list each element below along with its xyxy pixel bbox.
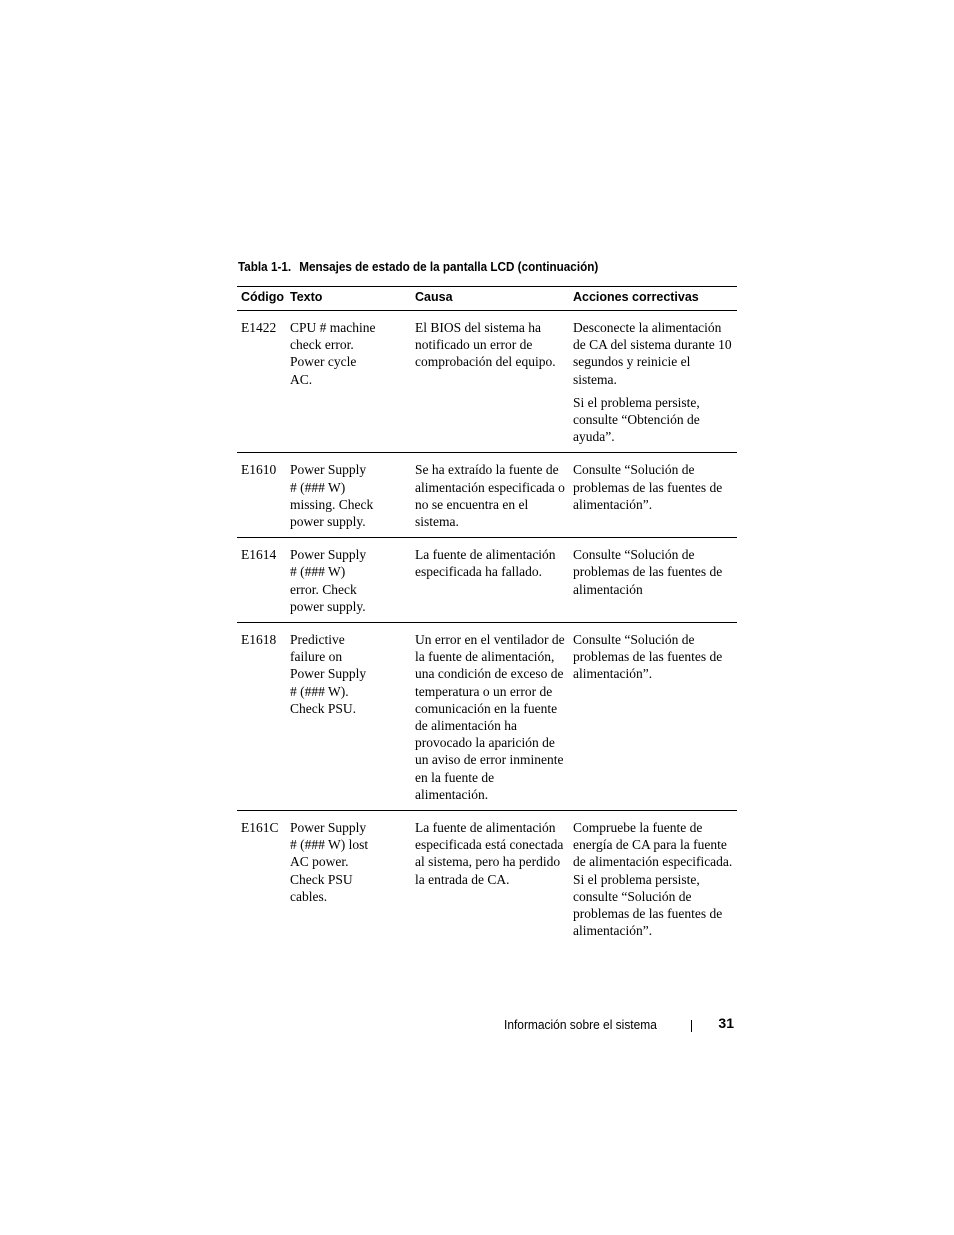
table-caption-number: Tabla 1-1. — [238, 259, 292, 274]
page-footer — [504, 1015, 736, 1035]
lcd-message-text: Predictive failure on Power Supply # (### W). Check PSU. — [286, 623, 411, 811]
lcd-message-text: Power Supply # (### W) lost AC power. Check PSU cables. — [290, 820, 369, 904]
lcd-message-text: Power Supply # (### W) error. Check power supply. — [286, 538, 411, 623]
error-cause: Un error en el ventilador de la fuente de alimentación, una condición de exceso de temperatura o un error de comunicación en la fuente de alimentación ha provocado la aparición de un aviso de error inminente en la fuente de alimentación. — [411, 623, 569, 811]
lcd-status-messages-table — [237, 286, 737, 947]
table-header-row — [237, 287, 737, 311]
corrective-actions — [569, 453, 737, 538]
corrective-actions — [569, 538, 737, 623]
corrective-action-paragraph: Consulte “Solución de problemas de las fuentes de alimentación — [573, 547, 723, 597]
error-code: E1618 — [237, 623, 286, 811]
footer-section-title: Información sobre el sistema — [504, 1017, 657, 1032]
error-cause: Se ha extraído la fuente de alimentación especificada o no se encuentra en el sistema. — [411, 453, 569, 538]
corrective-actions — [569, 623, 737, 811]
table-row — [237, 311, 737, 453]
error-cause: La fuente de alimentación especificada está conectada al sistema, pero ha perdido la entrada de CA. — [415, 820, 564, 887]
page-number: 31 — [718, 1015, 734, 1031]
header-actions: Acciones correctivas — [569, 287, 737, 311]
corrective-actions — [569, 811, 737, 947]
header-text: Texto — [286, 287, 411, 311]
table-row — [237, 453, 737, 538]
error-code: E1610 — [237, 453, 286, 538]
corrective-action-paragraph: Compruebe la fuente de energía de CA para la fuente de alimentación especificada. Si el problema persiste, consulte “Solución de problemas de las fuentes de alimentación”. — [573, 820, 733, 939]
header-code: Código — [237, 287, 286, 311]
lcd-message-text: Power Supply # (### W) missing. Check power supply. — [286, 453, 411, 538]
error-code: E161C — [241, 820, 279, 836]
corrective-action-paragraph: Desconecte la alimentación de CA del sistema durante 10 segundos y reinicie el sistema. — [573, 320, 732, 387]
corrective-action-paragraph: Si el problema persiste, consulte “Obtención de ayuda”. — [573, 394, 700, 445]
error-code: E1614 — [237, 538, 286, 623]
corrective-action-paragraph: Consulte “Solución de problemas de las fuentes de alimentación”. — [573, 632, 723, 682]
error-cause: La fuente de alimentación especificada ha fallado. — [411, 538, 569, 623]
table-caption-title: Mensajes de estado de la pantalla LCD (continuación) — [299, 259, 599, 274]
corrective-action-paragraph: Consulte “Solución de problemas de las fuentes de alimentación”. — [573, 462, 723, 512]
error-code: E1422 — [237, 311, 286, 453]
table-row — [237, 623, 737, 811]
error-cause: El BIOS del sistema ha notificado un error de comprobación del equipo. — [411, 311, 569, 453]
lcd-message-text: CPU # machine check error. Power cycle AC. — [286, 311, 411, 453]
corrective-actions — [569, 311, 737, 453]
footer-separator — [691, 1020, 692, 1032]
table-caption — [238, 259, 598, 274]
table-row — [237, 811, 737, 947]
header-cause: Causa — [411, 287, 569, 311]
table-row — [237, 538, 737, 623]
